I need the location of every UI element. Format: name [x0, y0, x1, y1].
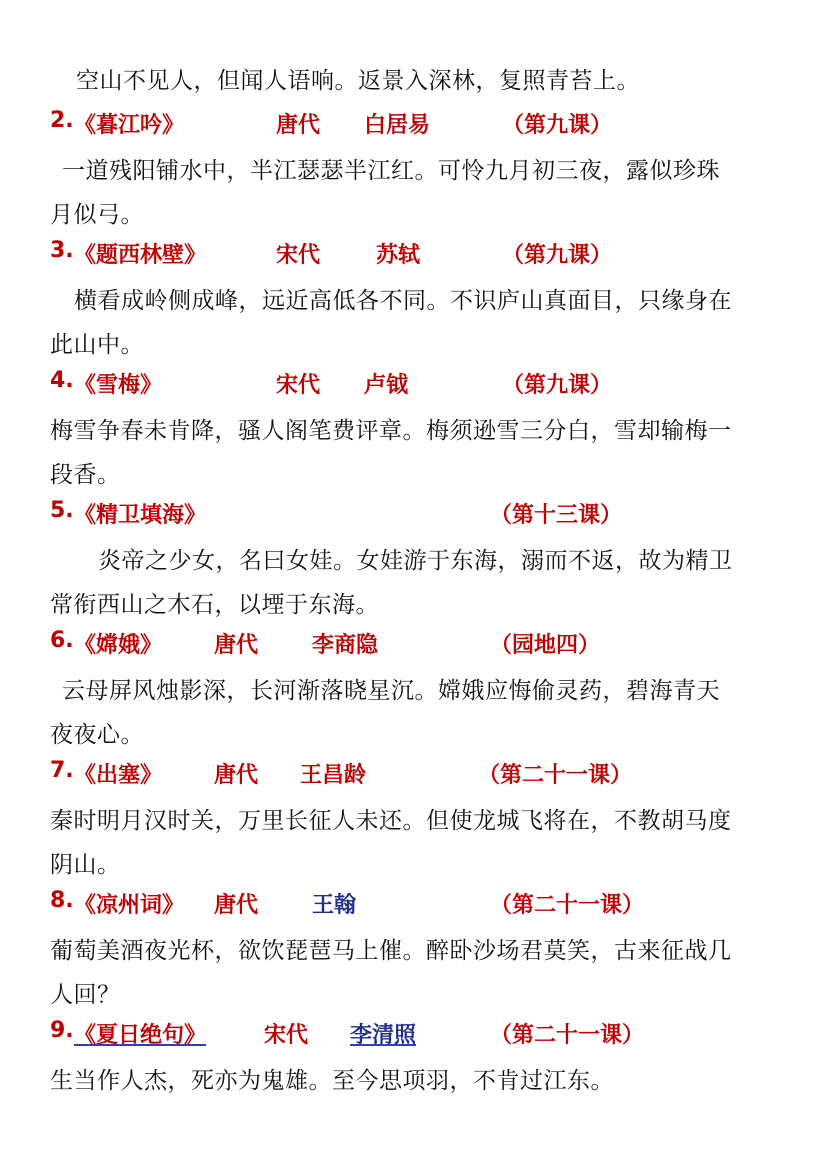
poem-4-line-1: 梅雪争春未肯降，骚人阁笔费评章。梅须逊雪三分白，雪却输梅一 [50, 418, 732, 444]
poem-6-dynasty: 唐代 [214, 633, 259, 658]
poem-2-author: 白居易 [364, 113, 431, 138]
poem-7-line-2: 阴山。 [50, 852, 121, 878]
poem-3-line-1: 横看成岭侧成峰，远近高低各不同。不识庐山真面目，只缘身在 [74, 288, 732, 314]
poem-3-line-2: 此山中。 [50, 332, 144, 358]
poem-6-title: 《嫦娥》 [74, 633, 163, 658]
poem-7-line-1: 秦时明月汉时关，万里长征人未还。但使龙城飞将在，不教胡马度 [50, 808, 732, 834]
poem-7-heading [50, 758, 790, 794]
poem-5-heading [50, 498, 790, 534]
poem-6-author: 李商隐 [312, 633, 379, 658]
poem-4-title: 《雪梅》 [74, 373, 163, 398]
poem-4-number: 4. [50, 368, 74, 393]
poem-4-line-2: 段香。 [50, 462, 121, 488]
poem-6-line-1: 云母屏风烛影深，长河渐落晓星沉。嫦娥应悔偷灵药，碧海青天 [62, 678, 720, 704]
poem-4-dynasty: 宋代 [276, 373, 321, 398]
poem-3-number: 3. [50, 238, 74, 263]
poem-5-line-1: 炎帝之少女，名曰女娃。女娃游于东海，溺而不返，故为精卫 [98, 548, 733, 574]
poem-6-number: 6. [50, 628, 74, 653]
poem-4-lesson: （第九课） [502, 373, 613, 398]
poem-8-line-1: 葡萄美酒夜光杯，欲饮琵琶马上催。醉卧沙场君莫笑，古来征战几 [50, 938, 732, 964]
poem-9-author: 李清照 [350, 1023, 417, 1048]
poem-3-author: 苏轼 [376, 243, 421, 268]
poem-9-heading [50, 1018, 790, 1054]
poem-7-title: 《出塞》 [74, 763, 163, 788]
poem-9-title: 《夏日绝句》 [74, 1023, 207, 1048]
poem-5-title: 《精卫填海》 [74, 503, 207, 528]
poem-2-title: 《暮江吟》 [74, 113, 185, 138]
poem-8-heading [50, 888, 790, 924]
poem-8-lesson: （第二十一课） [490, 893, 645, 918]
poem-2-line-1: 一道残阳铺水中，半江瑟瑟半江红。可怜九月初三夜，露似珍珠 [62, 158, 720, 184]
poem-3-title: 《题西林壁》 [74, 243, 207, 268]
poem-9-lesson: （第二十一课） [490, 1023, 645, 1048]
poem-5-lesson: （第十三课） [490, 503, 623, 528]
poem-4-heading [50, 368, 790, 404]
poem-4-author: 卢钺 [364, 373, 409, 398]
poem-9-dynasty: 宋代 [264, 1023, 309, 1048]
poem-7-lesson: （第二十一课） [478, 763, 633, 788]
poem-2-heading [50, 108, 790, 144]
poem-3-dynasty: 宋代 [276, 243, 321, 268]
poem-2-number: 2. [50, 108, 74, 133]
poem-6-line-2: 夜夜心。 [50, 722, 144, 748]
poem-5-line-2: 常衔西山之木石，以堙于东海。 [50, 592, 379, 618]
poem-8-dynasty: 唐代 [214, 893, 259, 918]
poem-9-line-1: 生当作人杰，死亦为鬼雄。至今思项羽，不肯过江东。 [50, 1068, 614, 1094]
poem-5-number: 5. [50, 498, 74, 523]
poem-2-dynasty: 唐代 [276, 113, 321, 138]
poem-7-author: 王昌龄 [300, 763, 367, 788]
poem-3-heading [50, 238, 790, 274]
poem-2-line-2: 月似弓。 [50, 202, 144, 228]
poem-9-number: 9. [50, 1018, 74, 1043]
poem-7-dynasty: 唐代 [214, 763, 259, 788]
poem-1-line-1: 空山不见人，但闻人语响。返景入深林，复照青苔上。 [76, 68, 640, 94]
poem-8-author: 王翰 [312, 893, 357, 918]
poem-2-lesson: （第九课） [502, 113, 613, 138]
poem-7-number: 7. [50, 758, 74, 783]
poem-8-title: 《凉州词》 [74, 893, 185, 918]
poem-8-line-2: 人回？ [50, 982, 121, 1008]
poem-6-heading [50, 628, 790, 664]
poem-8-number: 8. [50, 888, 74, 913]
poem-3-lesson: （第九课） [502, 243, 613, 268]
poem-6-lesson: （园地四） [490, 633, 601, 658]
